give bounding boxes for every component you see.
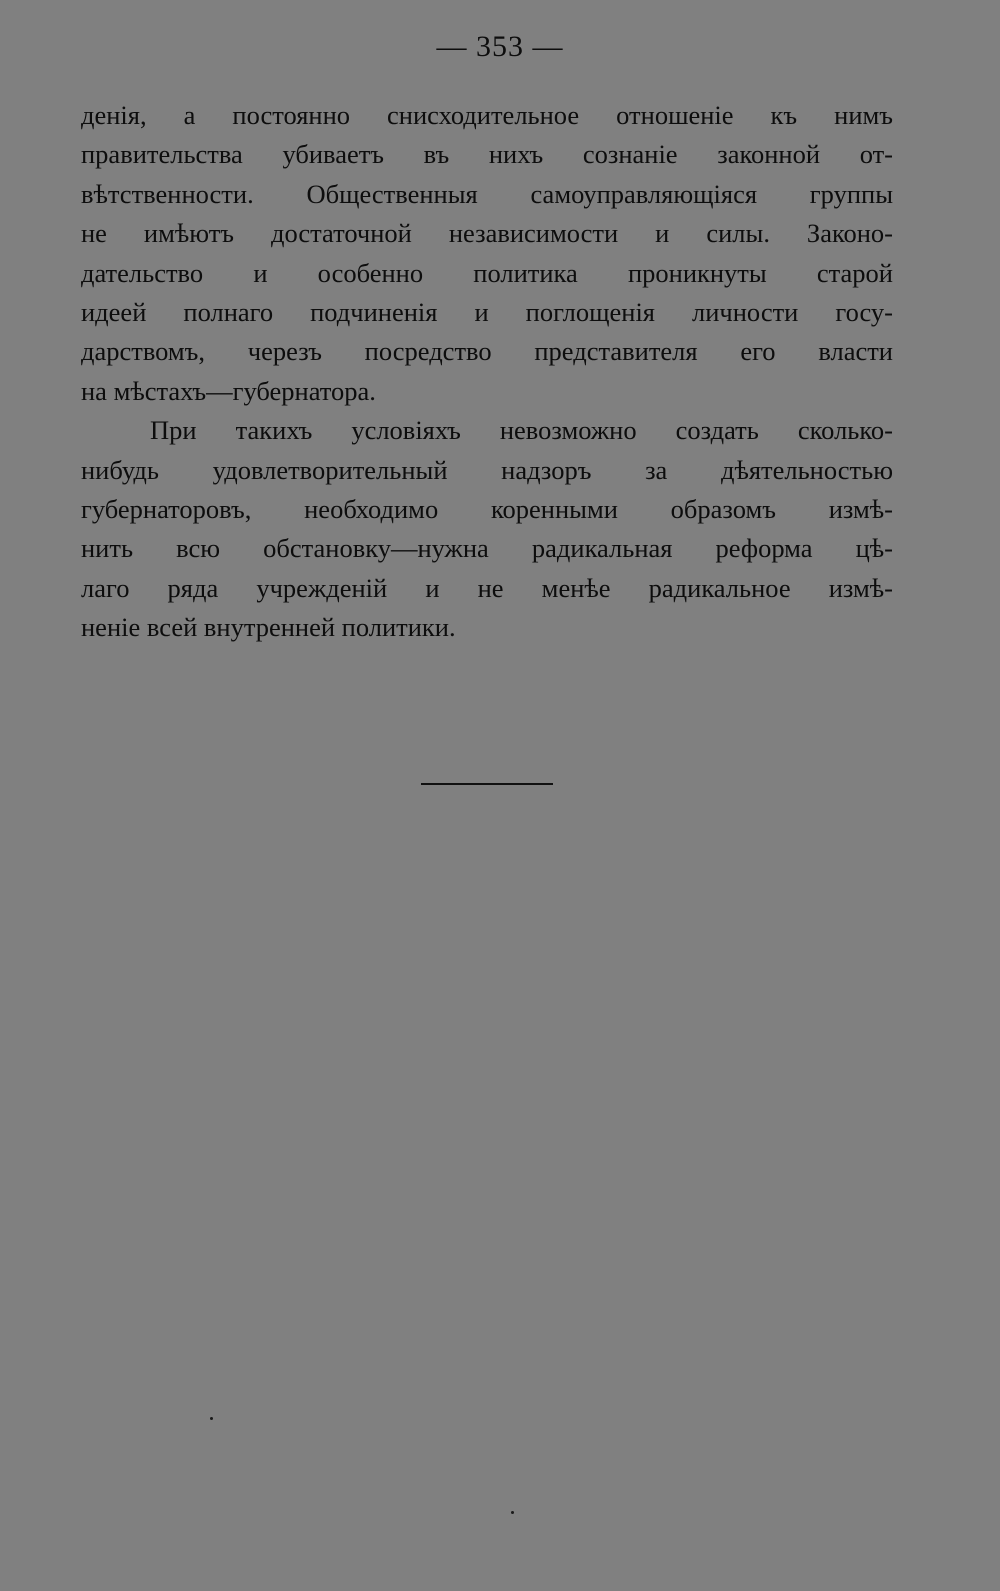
page-number: — 353 — [436, 30, 564, 63]
text-line: губернаторовъ, необходимо коренными образомъ измѣ- [81, 493, 893, 524]
text-line: нибудь удовлетворительный надзоръ за дѣятельностью [81, 454, 893, 485]
text-line: на мѣстахъ—губернатора. [81, 375, 376, 406]
paragraph-2 [81, 411, 893, 647]
text-line: не имѣютъ достаточной независимости и силы. Законо- [81, 218, 893, 249]
text-line: нить всю обстановку—нужна радикальная реформа цѣ- [81, 533, 893, 564]
end-of-chapter-rule [421, 783, 553, 785]
text-line: дарствомъ, черезъ посредство представителя его власти [81, 336, 893, 367]
body-text [81, 96, 893, 647]
text-line: идеей полнаго подчиненія и поглощенія личности госу- [81, 296, 893, 327]
text-line: лаго ряда учрежденій и не менѣе радикальное измѣ- [81, 572, 893, 603]
text-line: дательство и особенно политика проникнуты старой [81, 257, 893, 288]
text-line: правительства убиваетъ въ нихъ сознаніе законной от- [81, 139, 893, 170]
text-line: денія, а постоянно снисходительное отношеніе къ нимъ [81, 100, 893, 130]
print-speck [210, 1417, 213, 1420]
text-line: неніе всей внутренней политики. [81, 612, 456, 643]
text-line: При такихъ условіяхъ невозможно создать сколько- [150, 415, 893, 446]
text-line: вѣтственности. Общественныя самоуправляющіяся группы [81, 178, 893, 209]
print-speck [511, 1511, 514, 1514]
paragraph-1 [81, 96, 893, 411]
